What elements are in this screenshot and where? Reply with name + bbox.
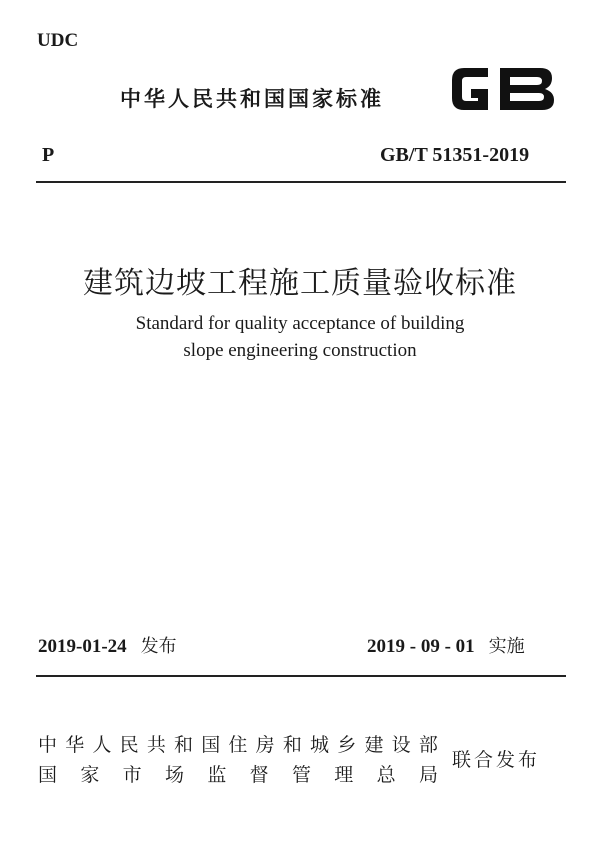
issue-date: 2019-01-24 xyxy=(38,636,127,657)
issuer-char: 国 xyxy=(201,734,221,756)
issuer-char: 设 xyxy=(391,734,411,756)
issuer-char: 家 xyxy=(80,764,100,786)
issuer-char: 乡 xyxy=(337,734,357,756)
joint-issue-label: 联合发布 xyxy=(452,749,541,771)
gb-logo xyxy=(444,58,562,120)
issuer-char: 房 xyxy=(255,734,275,756)
issuer-char: 和 xyxy=(174,734,194,756)
issuer-char: 总 xyxy=(376,764,396,786)
issuer-char: 住 xyxy=(228,734,248,756)
issuer-char: 人 xyxy=(92,734,112,756)
classification-code: P xyxy=(42,144,55,166)
issuer-char: 部 xyxy=(418,734,438,756)
issuer-char: 场 xyxy=(164,764,184,786)
national-standard-heading: 中华人民共和国国家标准 xyxy=(120,87,384,111)
standard-code: GB/T 51351-2019 xyxy=(380,144,530,166)
issuer-char: 理 xyxy=(334,764,354,786)
issuer-char: 共 xyxy=(146,734,166,756)
issuer-char: 中 xyxy=(38,734,58,756)
implement-date-block xyxy=(367,632,525,658)
gb-logo-icon xyxy=(444,58,562,120)
issue-date-block xyxy=(38,632,177,658)
title-chinese: 建筑边坡工程施工质量验收标准 xyxy=(83,266,517,301)
issuer-char: 督 xyxy=(249,764,269,786)
bottom-divider xyxy=(36,675,566,677)
issuer-char: 监 xyxy=(207,764,227,786)
udc-label: UDC xyxy=(37,30,79,51)
issuer-char: 和 xyxy=(282,734,302,756)
issuer-char: 局 xyxy=(418,764,438,786)
issuer-char: 建 xyxy=(364,734,384,756)
issuer-char: 华 xyxy=(65,734,85,756)
title-english-line2: slope engineering construction xyxy=(183,340,417,361)
issuer-char: 市 xyxy=(122,764,142,786)
title-english-line1: Standard for quality acceptance of building xyxy=(135,313,465,334)
top-divider xyxy=(36,181,566,183)
issuer-char: 城 xyxy=(310,734,330,756)
issuer-char: 管 xyxy=(291,764,311,786)
implement-label: 实施 xyxy=(488,636,525,657)
issuer-line1 xyxy=(38,730,438,757)
issuer-char: 民 xyxy=(119,734,139,756)
issue-label: 发布 xyxy=(140,636,177,657)
implement-date: 2019 - 09 - 01 xyxy=(367,636,475,657)
issuer-line2 xyxy=(38,760,438,787)
issuer-char: 国 xyxy=(38,764,58,786)
